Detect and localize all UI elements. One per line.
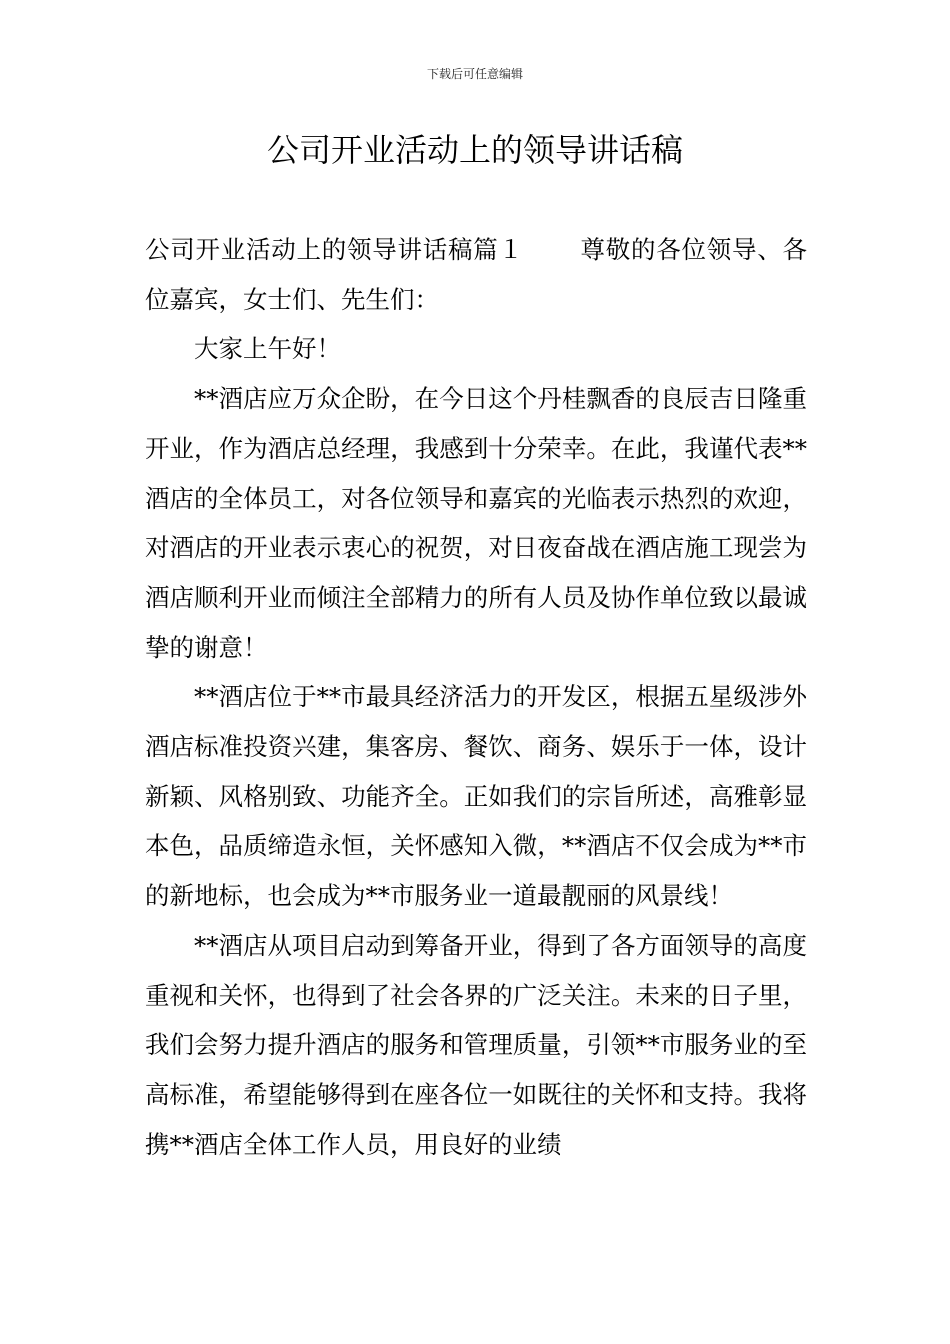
header-note: 下载后可任意编辑 bbox=[426, 67, 523, 81]
paragraph-opening-remarks: **酒店应万众企盼，在今日这个丹桂飘香的良辰吉日隆重开业，作为酒店总经理，我感到十分荣幸。在此，我谨代表**酒店的全体员工，对各位领导和嘉宾的光临表示热烈的欢迎，对酒店的开业表示衷心的祝贺，对日夜奋战在酒店施工现尝为酒店顺利开业而倾注全部精力的所有人员及协作单位致以最诚挚的谢意！ bbox=[145, 384, 807, 662]
document-body bbox=[145, 225, 807, 1169]
paragraph-greeting: 大家上午好！ bbox=[194, 334, 341, 364]
salutation: 尊敬的各位领导、各位嘉宾，女士们、先生们： bbox=[145, 235, 807, 314]
document-title: 公司开业活动上的领导讲话稿 bbox=[266, 131, 683, 169]
paragraph-future-commitment: **酒店从项目启动到筹备开业，得到了各方面领导的高度重视和关怀，也得到了社会各界的广泛关注。未来的日子里，我们会努力提升酒店的服务和管理质量，引领**市服务业的至高标准，希望能够得到在座各位一如既往的关怀和支持。我将携**酒店全体工作人员，用良好的业绩 bbox=[145, 930, 807, 1159]
paragraph-hotel-introduction: **酒店位于**市最具经济活力的开发区，根据五星级涉外酒店标准投资兴建，集客房、餐饮、商务、娱乐于一体，设计新颖、风格别致、功能齐全。正如我们的宗旨所述，高雅彰显本色，品质缔造永恒，关怀感知入微，**酒店不仅会成为**市的新地标，也会成为**市服务业一道最靓丽的风景线！ bbox=[145, 682, 807, 911]
opening-paragraph bbox=[145, 225, 807, 324]
section-heading: 公司开业活动上的领导讲话稿篇１ bbox=[145, 235, 524, 264]
